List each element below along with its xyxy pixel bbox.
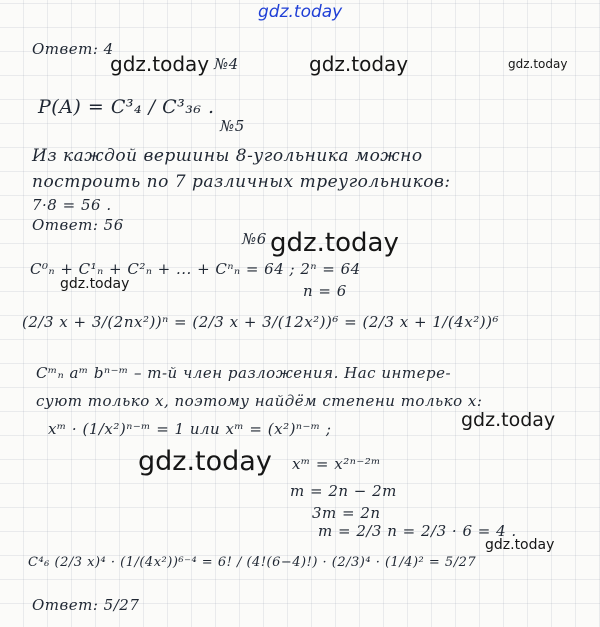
text-line: Cᵐₙ aᵐ bⁿ⁻ᵐ – m-й член разложения. Нас интере- — [36, 364, 452, 382]
exponent-equation: xᵐ · (1/x²)ⁿ⁻ᵐ = 1 или xᵐ = (x²)ⁿ⁻ᵐ ; — [48, 420, 332, 438]
watermark: gdz.today — [138, 446, 272, 477]
watermark: gdz.today — [270, 228, 399, 258]
watermark-top: gdz.today — [258, 2, 343, 22]
n-value: n = 6 — [303, 282, 347, 300]
text-line: суют только x, поэтому найдём степени только x: — [36, 392, 483, 410]
text-line: построить по 7 различных треугольников: — [32, 172, 451, 192]
answer-5: Ответ: 56 — [32, 216, 124, 234]
watermark: gdz.today — [60, 276, 130, 292]
exponent-equation: xᵐ = x²ⁿ⁻²ᵐ — [292, 455, 381, 473]
m-value: m = 2/3 n = 2/3 · 6 = 4 . — [318, 522, 517, 540]
text-line: Из каждой вершины 8-угольника можно — [32, 146, 423, 166]
watermark: gdz.today — [461, 409, 556, 431]
binomial-expansion: (2/3 x + 3/(2nx²))ⁿ = (2/3 x + 3/(12x²))⁶ = (2/3 x + 1/(4x²))⁶ — [22, 313, 500, 331]
watermark: gdz.today — [508, 57, 568, 71]
term-calculation: C⁴₆ (2/3 x)⁴ · (1/(4x²))⁶⁻⁴ = 6! / (4!(6−4)!) · (2/3)⁴ · (1/4)² = 5/27 — [28, 555, 477, 570]
binomial-sum: C⁰ₙ + C¹ₙ + C²ₙ + ... + Cⁿₙ = 64 ; 2ⁿ = 64 — [30, 260, 361, 278]
watermark: gdz.today — [309, 52, 409, 76]
answer-6: Ответ: 5/27 — [32, 596, 140, 614]
calculation: 7·8 = 56 . — [32, 196, 112, 214]
watermark: gdz.today — [110, 52, 210, 76]
exponent-equation: m = 2n − 2m — [290, 482, 397, 500]
problem-number-4: №4 — [214, 55, 239, 73]
probability-formula: P(A) = C³₄ / C³₃₆ . — [38, 96, 215, 118]
problem-number-5: №5 — [220, 117, 245, 135]
watermark: gdz.today — [485, 537, 555, 553]
answer-4: Ответ: 4 — [32, 40, 114, 58]
problem-number-6: №6 — [242, 230, 267, 248]
exponent-equation: 3m = 2n — [312, 504, 381, 522]
